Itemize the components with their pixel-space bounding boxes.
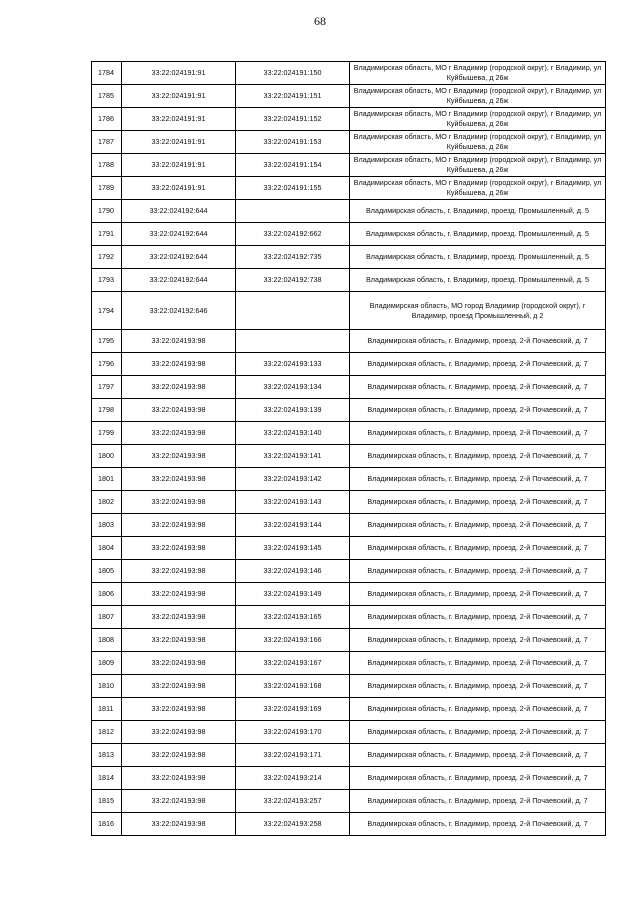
address-cell: Владимирская область, г. Владимир, проезд. Промышленный, д. 5 [350,269,606,292]
registry-table [91,61,606,836]
row-number-cell: 1802 [92,491,122,514]
object-number-cell: 33:22:024193:139 [236,399,350,422]
parcel-number-cell: 33:22:024192:644 [122,269,236,292]
object-number-cell: 33:22:024193:168 [236,675,350,698]
address-cell: Владимирская область, г. Владимир, проезд. 2-й Почаевский, д. 7 [350,376,606,399]
row-number-cell: 1799 [92,422,122,445]
table-row [92,62,606,85]
table-row [92,108,606,131]
parcel-number-cell: 33:22:024193:98 [122,790,236,813]
object-number-cell: 33:22:024193:141 [236,445,350,468]
table-row [92,154,606,177]
parcel-number-cell: 33:22:024192:646 [122,292,236,330]
table-row [92,583,606,606]
parcel-number-cell: 33:22:024191:91 [122,154,236,177]
row-number-cell: 1809 [92,652,122,675]
address-cell: Владимирская область, г. Владимир, проезд. 2-й Почаевский, д. 7 [350,744,606,767]
parcel-number-cell: 33:22:024191:91 [122,62,236,85]
object-number-cell: 33:22:024191:155 [236,177,350,200]
table-row [92,445,606,468]
parcel-number-cell: 33:22:024193:98 [122,721,236,744]
object-number-cell: 33:22:024193:143 [236,491,350,514]
address-cell: Владимирская область, г. Владимир, проезд. 2-й Почаевский, д. 7 [350,468,606,491]
address-cell: Владимирская область, г. Владимир, проезд. 2-й Почаевский, д. 7 [350,560,606,583]
address-cell: Владимирская область, г. Владимир, проезд. 2-й Почаевский, д. 7 [350,445,606,468]
address-cell: Владимирская область, г. Владимир, проезд. 2-й Почаевский, д. 7 [350,330,606,353]
row-number-cell: 1803 [92,514,122,537]
address-cell: Владимирская область, г. Владимир, проезд. 2-й Почаевский, д. 7 [350,514,606,537]
address-cell: Владимирская область, г. Владимир, проезд. Промышленный, д. 5 [350,223,606,246]
parcel-number-cell: 33:22:024193:98 [122,675,236,698]
object-number-cell: 33:22:024193:145 [236,537,350,560]
address-cell: Владимирская область, г. Владимир, проезд. 2-й Почаевский, д. 7 [350,583,606,606]
parcel-number-cell: 33:22:024192:644 [122,246,236,269]
object-number-cell: 33:22:024192:738 [236,269,350,292]
row-number-cell: 1795 [92,330,122,353]
parcel-number-cell: 33:22:024191:91 [122,131,236,154]
object-number-cell: 33:22:024193:133 [236,353,350,376]
parcel-number-cell: 33:22:024192:644 [122,223,236,246]
parcel-number-cell: 33:22:024193:98 [122,698,236,721]
table-row [92,537,606,560]
row-number-cell: 1805 [92,560,122,583]
table-row [92,698,606,721]
row-number-cell: 1800 [92,445,122,468]
address-cell: Владимирская область, г. Владимир, проезд. 2-й Почаевский, д. 7 [350,790,606,813]
row-number-cell: 1788 [92,154,122,177]
object-number-cell: 33:22:024192:735 [236,246,350,269]
object-number-cell [236,330,350,353]
table-row [92,131,606,154]
row-number-cell: 1804 [92,537,122,560]
table-row [92,85,606,108]
table-row [92,744,606,767]
object-number-cell: 33:22:024193:169 [236,698,350,721]
address-cell: Владимирская область, г. Владимир, проезд. 2-й Почаевский, д. 7 [350,767,606,790]
address-cell: Владимирская область, г. Владимир, проезд. 2-й Почаевский, д. 7 [350,399,606,422]
address-cell: Владимирская область, г. Владимир, проезд. 2-й Почаевский, д. 7 [350,491,606,514]
address-cell: Владимирская область, г. Владимир, проезд. 2-й Почаевский, д. 7 [350,606,606,629]
address-cell: Владимирская область, г. Владимир, проезд. 2-й Почаевский, д. 7 [350,813,606,836]
row-number-cell: 1790 [92,200,122,223]
parcel-number-cell: 33:22:024193:98 [122,491,236,514]
row-number-cell: 1808 [92,629,122,652]
parcel-number-cell: 33:22:024191:91 [122,85,236,108]
table-row [92,675,606,698]
row-number-cell: 1785 [92,85,122,108]
table-row [92,177,606,200]
registry-table-body [92,62,606,836]
row-number-cell: 1814 [92,767,122,790]
object-number-cell: 33:22:024193:257 [236,790,350,813]
object-number-cell: 33:22:024193:165 [236,606,350,629]
address-cell: Владимирская область, МО г Владимир (городской округ), г Владимир, ул Куйбышева, д 26ж [350,85,606,108]
parcel-number-cell: 33:22:024193:98 [122,583,236,606]
address-cell: Владимирская область, МО г Владимир (городской округ), г Владимир, ул Куйбышева, д 26ж [350,131,606,154]
parcel-number-cell: 33:22:024193:98 [122,537,236,560]
object-number-cell: 33:22:024193:214 [236,767,350,790]
address-cell: Владимирская область, МО г Владимир (городской округ), г Владимир, ул Куйбышева, д 26ж [350,177,606,200]
row-number-cell: 1796 [92,353,122,376]
address-cell: Владимирская область, г. Владимир, проезд. 2-й Почаевский, д. 7 [350,353,606,376]
parcel-number-cell: 33:22:024193:98 [122,468,236,491]
object-number-cell: 33:22:024193:146 [236,560,350,583]
row-number-cell: 1791 [92,223,122,246]
object-number-cell: 33:22:024193:171 [236,744,350,767]
row-number-cell: 1789 [92,177,122,200]
parcel-number-cell: 33:22:024193:98 [122,813,236,836]
object-number-cell: 33:22:024193:170 [236,721,350,744]
row-number-cell: 1811 [92,698,122,721]
parcel-number-cell: 33:22:024193:98 [122,353,236,376]
address-cell: Владимирская область, г. Владимир, проезд. 2-й Почаевский, д. 7 [350,721,606,744]
object-number-cell: 33:22:024193:144 [236,514,350,537]
row-number-cell: 1806 [92,583,122,606]
table-row [92,468,606,491]
address-cell: Владимирская область, г. Владимир, проезд. 2-й Почаевский, д. 7 [350,675,606,698]
parcel-number-cell: 33:22:024193:98 [122,399,236,422]
parcel-number-cell: 33:22:024193:98 [122,330,236,353]
table-row [92,514,606,537]
row-number-cell: 1794 [92,292,122,330]
object-number-cell: 33:22:024193:149 [236,583,350,606]
parcel-number-cell: 33:22:024193:98 [122,652,236,675]
object-number-cell: 33:22:024191:154 [236,154,350,177]
table-row [92,813,606,836]
object-number-cell: 33:22:024191:150 [236,62,350,85]
address-cell: Владимирская область, МО город Владимир (городской округ), г Владимир, проезд Промышленный, д 2 [350,292,606,330]
parcel-number-cell: 33:22:024191:91 [122,108,236,131]
object-number-cell [236,292,350,330]
table-row [92,560,606,583]
table-row [92,246,606,269]
row-number-cell: 1784 [92,62,122,85]
object-number-cell: 33:22:024191:153 [236,131,350,154]
address-cell: Владимирская область, МО г Владимир (городской округ), г Владимир, ул Куйбышева, д 26ж [350,62,606,85]
address-cell: Владимирская область, МО г Владимир (городской округ), г Владимир, ул Куйбышева, д 26ж [350,154,606,177]
row-number-cell: 1815 [92,790,122,813]
address-cell: Владимирская область, г. Владимир, проезд. 2-й Почаевский, д. 7 [350,698,606,721]
table-row [92,422,606,445]
table-row [92,223,606,246]
parcel-number-cell: 33:22:024192:644 [122,200,236,223]
table-row [92,330,606,353]
table-row [92,790,606,813]
parcel-number-cell: 33:22:024193:98 [122,767,236,790]
row-number-cell: 1813 [92,744,122,767]
address-cell: Владимирская область, г. Владимир, проезд. 2-й Почаевский, д. 7 [350,537,606,560]
table-row [92,652,606,675]
row-number-cell: 1810 [92,675,122,698]
row-number-cell: 1816 [92,813,122,836]
address-cell: Владимирская область, г. Владимир, проезд. Промышленный, д. 5 [350,200,606,223]
object-number-cell: 33:22:024193:134 [236,376,350,399]
address-cell: Владимирская область, г. Владимир, проезд. 2-й Почаевский, д. 7 [350,422,606,445]
parcel-number-cell: 33:22:024193:98 [122,445,236,468]
row-number-cell: 1786 [92,108,122,131]
row-number-cell: 1792 [92,246,122,269]
object-number-cell: 33:22:024191:152 [236,108,350,131]
parcel-number-cell: 33:22:024193:98 [122,629,236,652]
address-cell: Владимирская область, МО г Владимир (городской округ), г Владимир, ул Куйбышева, д 26ж [350,108,606,131]
row-number-cell: 1801 [92,468,122,491]
table-row [92,353,606,376]
page-number: 68 [314,14,326,28]
table-row [92,767,606,790]
address-cell: Владимирская область, г. Владимир, проезд. Промышленный, д. 5 [350,246,606,269]
table-row [92,269,606,292]
object-number-cell: 33:22:024193:142 [236,468,350,491]
row-number-cell: 1812 [92,721,122,744]
object-number-cell: 33:22:024193:166 [236,629,350,652]
parcel-number-cell: 33:22:024193:98 [122,560,236,583]
object-number-cell: 33:22:024193:140 [236,422,350,445]
table-row [92,292,606,330]
parcel-number-cell: 33:22:024193:98 [122,376,236,399]
row-number-cell: 1807 [92,606,122,629]
table-row [92,721,606,744]
table-row [92,200,606,223]
row-number-cell: 1787 [92,131,122,154]
table-row [92,491,606,514]
parcel-number-cell: 33:22:024193:98 [122,422,236,445]
parcel-number-cell: 33:22:024191:91 [122,177,236,200]
table-row [92,376,606,399]
row-number-cell: 1793 [92,269,122,292]
parcel-number-cell: 33:22:024193:98 [122,606,236,629]
table-row [92,399,606,422]
table-row [92,629,606,652]
object-number-cell [236,200,350,223]
parcel-number-cell: 33:22:024193:98 [122,744,236,767]
object-number-cell: 33:22:024193:167 [236,652,350,675]
row-number-cell: 1797 [92,376,122,399]
object-number-cell: 33:22:024192:662 [236,223,350,246]
row-number-cell: 1798 [92,399,122,422]
address-cell: Владимирская область, г. Владимир, проезд. 2-й Почаевский, д. 7 [350,629,606,652]
address-cell: Владимирская область, г. Владимир, проезд. 2-й Почаевский, д. 7 [350,652,606,675]
parcel-number-cell: 33:22:024193:98 [122,514,236,537]
table-row [92,606,606,629]
object-number-cell: 33:22:024193:258 [236,813,350,836]
object-number-cell: 33:22:024191:151 [236,85,350,108]
